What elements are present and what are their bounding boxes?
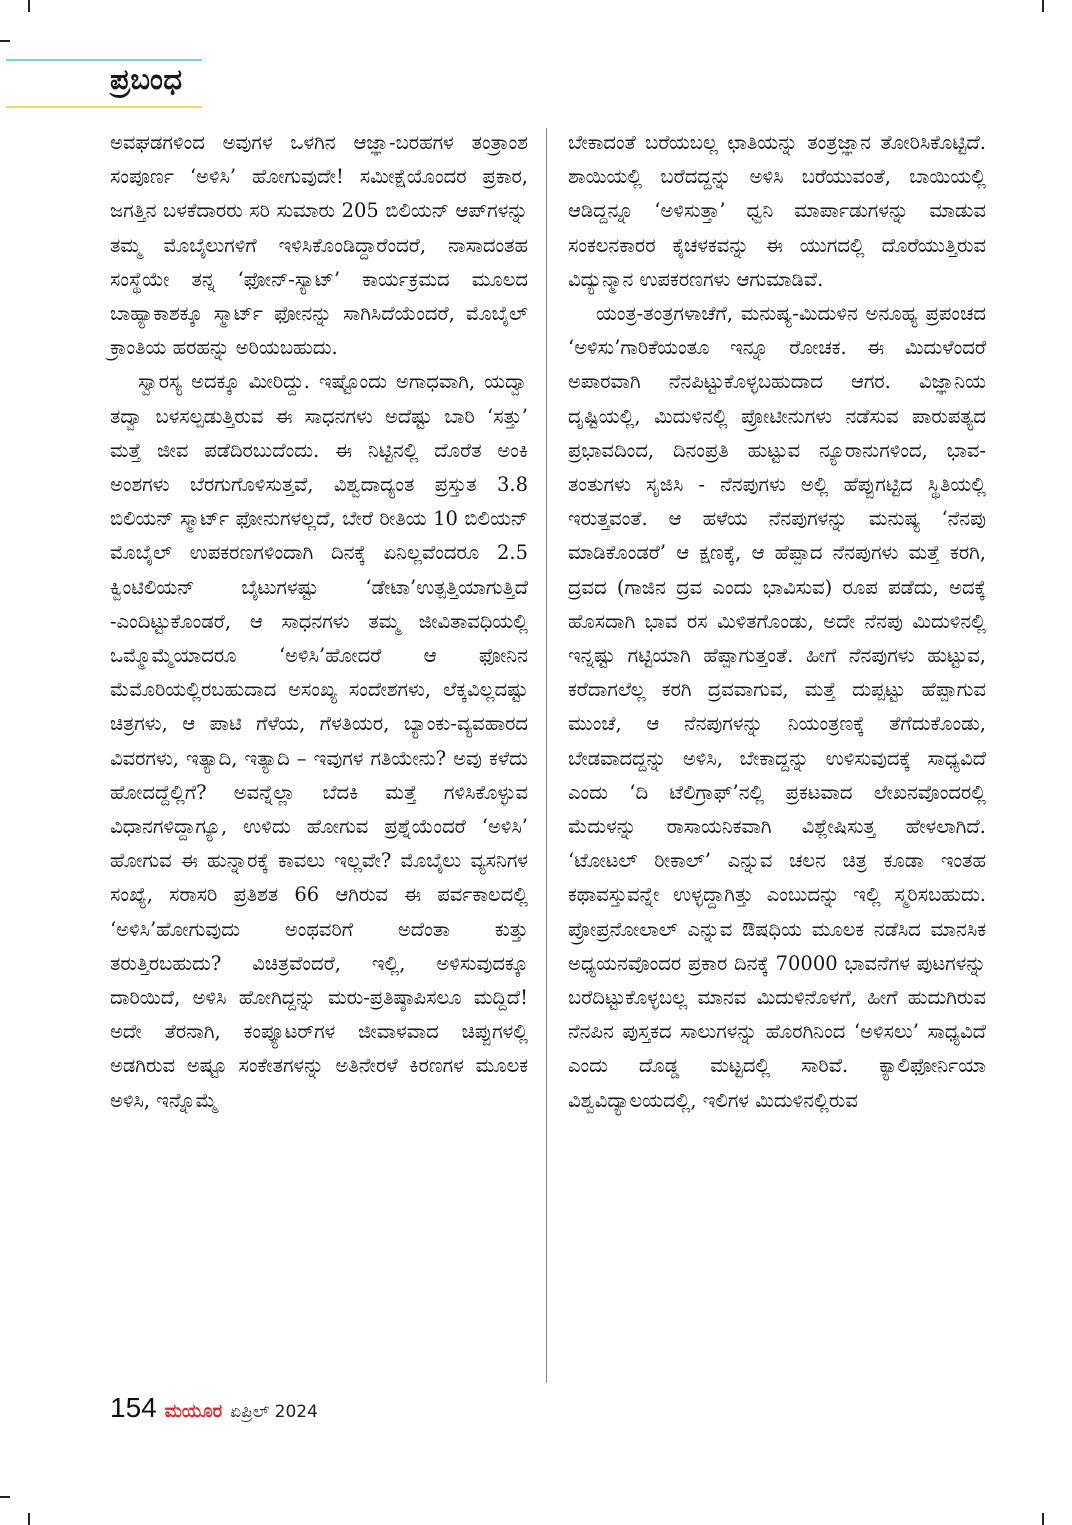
paragraph: ಯಂತ್ರ-ತಂತ್ರಗಳಾಚೆಗೆ, ಮನುಷ್ಯ-ಮಿದುಳಿನ ಅನೂಹ್ಯ ಪ್ರಪಂಚದ ‘ಅಳಿಸು’ಗಾರಿಕೆಯಂತೂ ಇನ್ನೂ ರೋಚಕ. ಈ ಮಿದುಳೆಂದರೆ ಅಪಾರವಾಗಿ ನೆನಪಿಟ್ಟುಕೊಳ್ಳಬಹುದಾದ ಆಗರ. ವಿಜ್ಞಾನಿಯ ದೃಷ್ಟಿಯಲ್ಲಿ, ಮಿದುಳಿನಲ್ಲಿ ಪ್ರೋಟೀನುಗಳು ನಡೆಸುವ ಪಾರುಪತ್ಯದ ಪ್ರಭಾವದಿಂದ, ದಿನಂಪ್ರತಿ ಹುಟ್ಟುವ ನ್ಯೂರಾನುಗಳಿಂದ, ಭಾವ-ತಂತುಗಳು ಸೃಜಿಸಿ - ನೆನಪುಗಳು ಅಲ್ಲಿ ಹೆಪ್ಪುಗಟ್ಟಿದ ಸ್ಥಿತಿಯಲ್ಲಿ ಇರುತ್ತವಂತೆ. ಆ ಹಳೆಯ ನೆನಪುಗಳನ್ನು ಮನುಷ್ಯ ‘ನೆನಪು ಮಾಡಿಕೊಂಡರೆ’ ಆ ಕ್ಷಣಕ್ಕೆ, ಆ ಹೆಪ್ಪಾದ ನೆನಪುಗಳು ಮತ್ತೆ ಕರಗಿ, ದ್ರವದ (ಗಾಜಿನ ದ್ರವ ಎಂದು ಭಾವಿಸುವ) ರೂಪ ಪಡೆದು, ಅದಕ್ಕೆ ಹೊಸದಾಗಿ ಭಾವ ರಸ ಮಿಳಿತಗೊಂಡು, ಅದೇ ನೆನಪು ಮಿದುಳಿನಲ್ಲಿ ಇನ್ನಷ್ಟು ಗಟ್ಟಿಯಾಗಿ ಹೆಪ್ಪಾಗುತ್ತಂತೆ. ಹೀಗೆ ನೆನಪುಗಳು ಹುಟ್ಟುವ, ಕರೆದಾಗಲೆಲ್ಲ ಕರಗಿ ದ್ರವವಾಗುವ, ಮತ್ತೆ ದುಪ್ಪಟ್ಟು ಹೆಪ್ಪಾಗುವ ಮುಂಚೆ, ಆ ನೆನಪುಗಳನ್ನು ನಿಯಂತ್ರಣಕ್ಕೆ ತೆಗೆದುಕೊಂಡು, ಬೇಡವಾದದ್ದನ್ನು ಅಳಿಸಿ, ಬೇಕಾದ್ದನ್ನು ಉಳಿಸುವುದಕ್ಕೆ ಸಾಧ್ಯವಿದೆ ಎಂದು ‘ದಿ ಟೆಲಿಗ್ರಾಫ್’ನಲ್ಲಿ ಪ್ರಕಟವಾದ ಲೇಖನವೊಂದರಲ್ಲಿ ಮೆದುಳನ್ನು ರಾಸಾಯನಿಕವಾಗಿ ವಿಶ್ಲೇಷಿಸುತ್ತ ಹೇಳಲಾಗಿದೆ. ‘ಟೋಟಲ್ ರೀಕಾಲ್’ ಎನ್ನುವ ಚಲನ ಚಿತ್ರ ಕೂಡಾ ಇಂತಹ ಕಥಾವಸ್ತುವನ್ನೇ ಉಳ್ಳದ್ದಾಗಿತ್ತು ಎಂಬುದನ್ನು ಇಲ್ಲಿ ಸ್ಮರಿಸಬಹುದು. ಪ್ರೋಪ್ರನೋಲಾಲ್ ಎನ್ನುವ ಔಷಧಿಯ ಮೂಲಕ ನಡೆಸಿದ ಮಾನಸಿಕ ಅಧ್ಯಯನವೊಂದರ ಪ್ರಕಾರ ದಿನಕ್ಕೆ 70000 ಭಾವನೆಗಳ ಪುಟಗಳನ್ನು ಬರೆದಿಟ್ಟುಕೊಳ್ಳಬಲ್ಲ ಮಾನವ ಮಿದುಳಿನೊಳಗೆ, ಹೀಗೆ ಹುದುಗಿರುವ ನೆನಪಿನ ಪುಸ್ತಕದ ಸಾಲುಗಳನ್ನು ಹೊರಗಿನಿಂದ ‘ಅಳಿಸಲು’ ಸಾಧ್ಯವಿದೆ ಎಂದು ದೊಡ್ಡ ಮಟ್ಟದಲ್ಲಿ ಸಾರಿವೆ. ಕ್ಯಾಲಿಫೋರ್ನಿಯಾ ವಿಶ್ವವಿದ್ಯಾಲಯದಲ್ಲಿ, ಇಲಿಗಳ ಮಿದುಳಿನಲ್ಲಿರುವ xyxy=(568,302,986,1112)
section-title: ಪ್ರಬಂಧ xyxy=(110,62,183,96)
header-rule-bottom xyxy=(6,106,202,108)
paragraph: ಬೇಕಾದಂತೆ ಬರೆಯಬಲ್ಲ ಛಾತಿಯನ್ನು ತಂತ್ರಜ್ಞಾನ ತೋರಿಸಿಕೊಟ್ಟಿದೆ. ಶಾಯಿಯಲ್ಲಿ ಬರೆದದ್ದನ್ನು ಅಳಿಸಿ ಬರೆಯುವಂತೆ, ಬಾಯಿಯಲ್ಲಿ ಆಡಿದ್ದನ್ನೂ ‘ಅಳಿಸುತ್ತಾ’ ಧ್ವನಿ ಮಾರ್ಪಾಡುಗಳನ್ನು ಮಾಡುವ ಸಂಕಲನಕಾರರ ಕೈಚಳಕವನ್ನು ಈ ಯುಗದಲ್ಲಿ ದೊರೆಯುತ್ತಿರುವ ವಿದ್ಯುನ್ಮಾನ ಉಪಕರಣಗಳು ಆಗುಮಾಡಿವೆ. xyxy=(568,131,986,291)
crop-mark-left-bottom xyxy=(0,1496,10,1498)
magazine-logo: ಮಯೂರ xyxy=(164,1401,223,1422)
article-column-right xyxy=(568,126,986,1118)
page-number: 154 xyxy=(110,1392,157,1423)
crop-mark-bottom-left xyxy=(28,1513,30,1525)
column-divider xyxy=(546,128,547,1383)
crop-mark-top-left xyxy=(28,0,30,12)
crop-mark-top-right xyxy=(1042,0,1044,12)
page-footer xyxy=(110,1392,318,1424)
paragraph: ಅವಘಡಗಳಿಂದ ಅವುಗಳ ಒಳಗಿನ ಆಜ್ಞಾ-ಬರಹಗಳ ತಂತ್ರಾಂಶ ಸಂಪೂರ್ಣ ‘ಅಳಿಸಿ’ ಹೋಗುವುದೇ! ಸಮೀಕ್ಷೆಯೊಂದರ ಪ್ರಕಾರ, ಜಗತ್ತಿನ ಬಳಕೆದಾರರು ಸರಿ ಸುಮಾರು 205 ಬಿಲಿಯನ್ ಆಪ್‌ಗಳನ್ನು ತಮ್ಮ ಮೊಬೈಲುಗಳಿಗೆ ಇಳಿಸಿಕೊಂಡಿದ್ದಾರೆಂದರೆ, ನಾಸಾದಂತಹ ಸಂಸ್ಥೆಯೇ ತನ್ನ ‘ಫೋನ್-ಸ್ಯಾಟ್’ ಕಾರ್ಯಕ್ರಮದ ಮೂಲದ ಬಾಹ್ಯಾಕಾಶಕ್ಕೂ ಸ್ಮಾರ್ಟ್ ಫೋನನ್ನು ಸಾಗಿಸಿದೆಯೆಂದರೆ, ಮೊಬೈಲ್ ಕ್ರಾಂತಿಯ ಹರಹನ್ನು ಅರಿಯಬಹುದು. xyxy=(110,131,528,360)
crop-mark-bottom-right xyxy=(1042,1513,1044,1525)
issue-date: ಏಪ್ರಿಲ್ 2024 xyxy=(230,1402,318,1422)
article-column-left xyxy=(110,126,528,1118)
crop-mark-left-top xyxy=(0,40,10,42)
paragraph: ಸ್ವಾರಸ್ಯ ಅದಕ್ಕೂ ಮೀರಿದ್ದು. ಇಷ್ಟೊಂದು ಅಗಾಧವಾಗಿ, ಯದ್ವಾ ತದ್ವಾ ಬಳಸಲ್ಪಡುತ್ತಿರುವ ಈ ಸಾಧನಗಳು ಅದೆಷ್ಟು ಬಾರಿ ‘ಸತ್ತು’ ಮತ್ತೆ ಜೀವ ಪಡೆದಿರಬುದೆಂದು. ಈ ನಿಟ್ಟಿನಲ್ಲಿ ದೊರೆತ ಅಂಕಿ ಅಂಶಗಳು ಬೆರಗುಗೊಳಿಸುತ್ತವೆ, ವಿಶ್ವದಾದ್ಯಂತ ಪ್ರಸ್ತುತ 3.8 ಬಿಲಿಯನ್ ಸ್ಮಾರ್ಟ್ ಫೋನುಗಳಲ್ಲದೆ, ಬೇರೆ ರೀತಿಯ 10 ಬಿಲಿಯನ್ ಮೊಬೈಲ್ ಉಪಕರಣಗಳಿಂದಾಗಿ ದಿನಕ್ಕೆ ಏನಿಲ್ಲವೆಂದರೂ 2.5 ಕ್ವಿಂಟಿಲಿಯನ್ ಬೈಟುಗಳಷ್ಟು ‘ಡೇಟಾ’ಉತ್ಪತ್ತಿಯಾಗುತ್ತಿದೆ -ಎಂದಿಟ್ಟುಕೊಂಡರೆ, ಆ ಸಾಧನಗಳು ತಮ್ಮ ಜೀವಿತಾವಧಿಯಲ್ಲಿ ಒಮ್ಮೊಮ್ಮೆಯಾದರೂ ‘ಅಳಿಸಿ’ಹೋದರೆ ಆ ಫೋನಿನ ಮೆಮೊರಿಯಲ್ಲಿರಬಹುದಾದ ಅಸಂಖ್ಯ ಸಂದೇಶಗಳು, ಲೆಕ್ಕವಿಲ್ಲದಷ್ಟು ಚಿತ್ರಗಳು, ಆ ಪಾಟಿ ಗೆಳೆಯ, ಗೆಳತಿಯರ, ಬ್ಯಾಂಕು-ವ್ಯವಹಾರದ ವಿವರಗಳು, ಇತ್ಯಾದಿ, ಇತ್ಯಾದಿ – ಇವುಗಳ ಗತಿಯೇನು? ಅವು ಕಳೆದು ಹೋದದ್ದೆಲ್ಲಿಗೆ? ಅವನ್ನೆಲ್ಲಾ ಬೆದಕಿ ಮತ್ತೆ ಗಳಿಸಿಕೊಳ್ಳುವ ವಿಧಾನಗಳಿದ್ದಾಗ್ಯೂ, ಉಳಿದು ಹೋಗುವ ಪ್ರಶ್ನೆಯೆಂದರೆ ‘ಅಳಿಸಿ’ ಹೋಗುವ ಈ ಹುನ್ನಾರಕ್ಕೆ ಕಾವಲು ಇಲ್ಲವೇ? ಮೊಬೈಲು ವ್ಯಸನಿಗಳ ಸಂಖ್ಯೆ, ಸರಾಸರಿ ಪ್ರತಿಶತ 66 ಆಗಿರುವ ಈ ಪರ್ವಕಾಲದಲ್ಲಿ ‘ಅಳಿಸಿ’ಹೋಗುವುದು ಅಂಥವರಿಗೆ ಅದೆಂತಾ ಕುತ್ತು ತರುತ್ತಿರಬಹುದು? ವಿಚಿತ್ರವೆಂದರೆ, ಇಲ್ಲಿ, ಅಳಿಸುವುದಕ್ಕೂ ದಾರಿಯಿದೆ, ಅಳಿಸಿ ಹೋಗಿದ್ದನ್ನು ಮರು-ಪ್ರತಿಷ್ಠಾಪಿಸಲೂ ಮದ್ದಿದೆ! ಅದೇ ತೆರನಾಗಿ, ಕಂಪ್ಯೂಟರ್‌ಗಳ ಜೀವಾಳವಾದ ಚಿಪ್ಪುಗಳಲ್ಲಿ ಅಡಗಿರುವ ಅಷ್ಟೂ ಸಂಕೇತಗಳನ್ನು ಅತಿನೇರಳೆ ಕಿರಣಗಳ ಮೂಲಕ ಅಳಿಸಿ, ಇನ್ನೊಮ್ಮೆ xyxy=(110,370,528,1112)
header-rule-top xyxy=(6,59,202,61)
